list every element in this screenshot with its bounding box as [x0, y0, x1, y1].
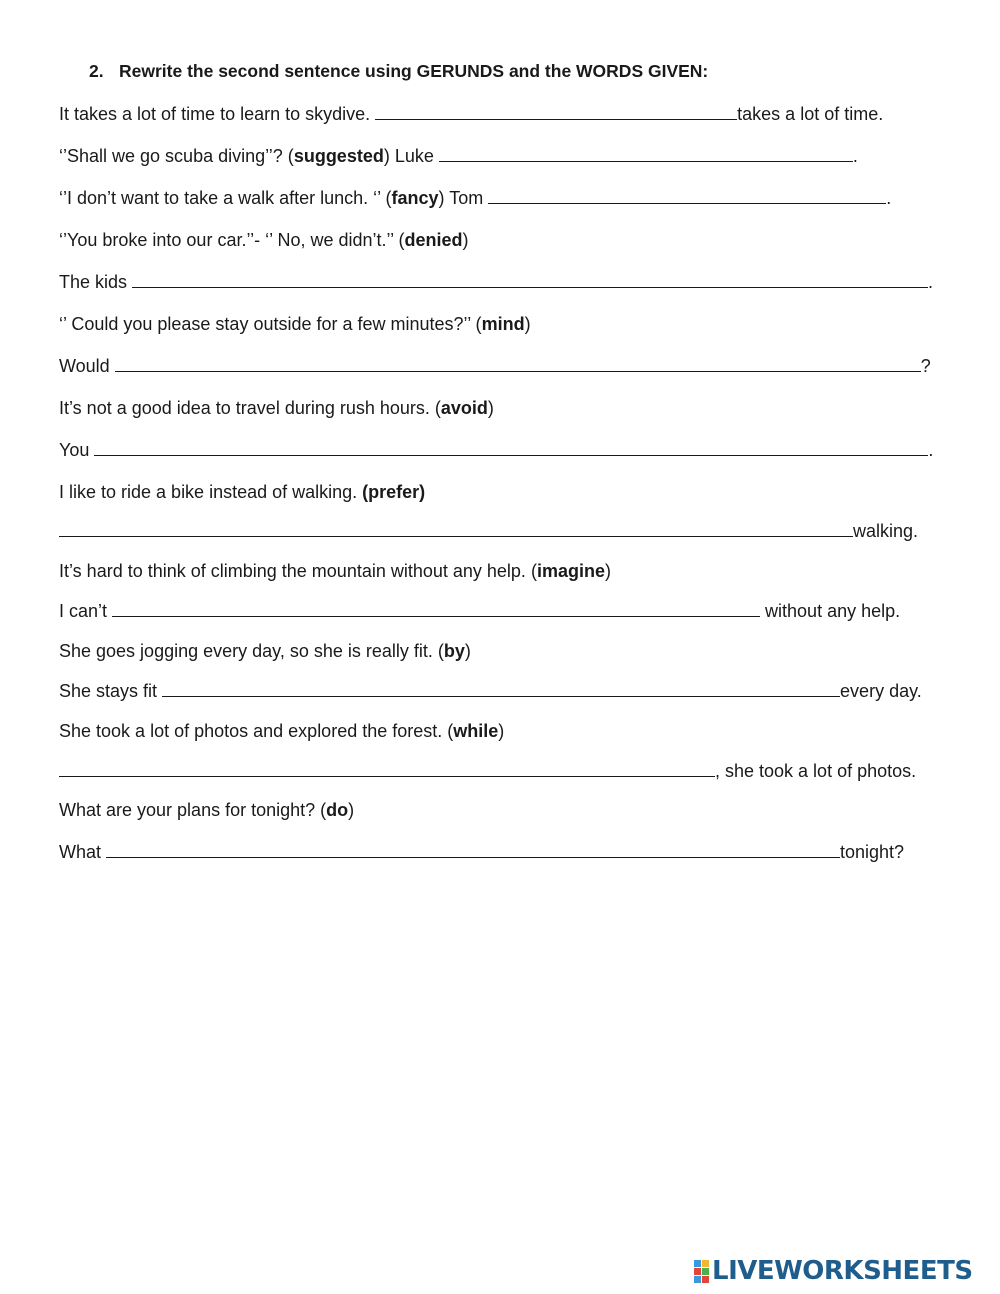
answer-blank-10[interactable]	[59, 760, 715, 777]
logo-square	[702, 1276, 709, 1283]
prompt-text: What are your plans for tonight? (	[59, 800, 327, 820]
prompt-text: I like to ride a bike instead of walking.	[59, 482, 363, 502]
keyword: mind	[481, 314, 525, 334]
prompt-text: ‘’Shall we go scuba diving’’? (	[59, 146, 294, 166]
question-8-prompt	[59, 560, 611, 582]
liveworksheets-logo	[694, 1258, 973, 1284]
prompt-text: It takes a lot of time to learn to skydive.	[59, 104, 376, 124]
question-8-answer-line	[59, 600, 900, 622]
keyword: suggested	[293, 146, 384, 166]
answer-lead: Would	[59, 356, 115, 376]
answer-blank-4[interactable]	[132, 271, 928, 288]
punctuation: ?	[920, 356, 931, 376]
question-9-prompt	[59, 640, 471, 662]
answer-lead: She stays fit	[59, 681, 163, 701]
question-4-answer-line	[59, 271, 933, 293]
keyword: do	[326, 800, 349, 820]
question-7-prompt	[59, 481, 425, 503]
answer-blank-9[interactable]	[162, 680, 840, 697]
prompt-text-end: )	[462, 230, 469, 250]
keyword: while	[453, 721, 499, 741]
prompt-text: ‘’I don’t want to take a walk after lunch. ‘’ (	[59, 188, 392, 208]
answer-blank-1[interactable]	[375, 103, 737, 120]
answer-tail: tonight?	[840, 842, 905, 862]
prompt-text: ‘’ Could you please stay outside for a few minutes?’’ (	[59, 314, 482, 334]
logo-square	[694, 1268, 701, 1275]
keyword: (prefer)	[362, 482, 426, 502]
prompt-text: She took a lot of photos and explored the forest. (	[59, 721, 454, 741]
exercise-number: 2.	[89, 61, 104, 81]
prompt-text: It’s hard to think of climbing the mountain without any help. (	[59, 561, 537, 581]
exercise-heading	[89, 61, 708, 82]
punctuation: .	[928, 272, 934, 292]
question-11-answer-line	[59, 841, 904, 863]
answer-tail: walking.	[853, 521, 919, 541]
prompt-text: She goes jogging every day, so she is really fit. (	[59, 641, 444, 661]
question-9-answer-line	[59, 680, 922, 702]
answer-lead: I can’t	[59, 601, 113, 621]
answer-blank-5[interactable]	[115, 355, 921, 372]
logo-square	[702, 1268, 709, 1275]
keyword: fancy	[391, 188, 439, 208]
logo-squares-icon	[694, 1260, 709, 1283]
prompt-text-mid: ) Luke	[383, 146, 439, 166]
question-4-prompt	[59, 229, 469, 251]
question-10-prompt	[59, 720, 504, 742]
question-3-prompt	[59, 187, 891, 209]
answer-blank-11[interactable]	[106, 841, 840, 858]
punctuation: .	[852, 146, 858, 166]
keyword: imagine	[536, 561, 605, 581]
answer-lead: What	[59, 842, 107, 862]
prompt-text-mid: ) Tom	[438, 188, 489, 208]
logo-text: LIVEWORKSHEETS	[712, 1256, 973, 1286]
answer-tail: , she took a lot of photos.	[715, 761, 917, 781]
keyword: by	[443, 641, 465, 661]
prompt-text: ‘’You broke into our car.’’- ‘’ No, we didn’t.’’ (	[59, 230, 405, 250]
question-6-answer-line	[59, 439, 933, 461]
question-2-prompt	[59, 145, 858, 167]
prompt-text-end: )	[498, 721, 505, 741]
logo-square	[694, 1260, 701, 1267]
question-11-prompt	[59, 799, 354, 821]
answer-blank-7[interactable]	[59, 520, 853, 537]
answer-tail: without any help.	[760, 601, 901, 621]
answer-blank-2[interactable]	[439, 145, 853, 162]
prompt-text-end: )	[464, 641, 471, 661]
prompt-text-end: )	[604, 561, 611, 581]
question-5-prompt	[59, 313, 531, 335]
keyword: avoid	[440, 398, 488, 418]
question-5-answer-line	[59, 355, 931, 377]
keyword: denied	[404, 230, 463, 250]
answer-tail: every day.	[840, 681, 922, 701]
prompt-text-end: takes a lot of time.	[737, 104, 884, 124]
prompt-text-end: )	[348, 800, 355, 820]
answer-blank-3[interactable]	[488, 187, 886, 204]
prompt-text: It’s not a good idea to travel during rush hours. (	[59, 398, 441, 418]
answer-lead: The kids	[59, 272, 133, 292]
punctuation: .	[886, 188, 892, 208]
prompt-text-end: )	[524, 314, 531, 334]
logo-square	[702, 1260, 709, 1267]
answer-blank-8[interactable]	[112, 600, 760, 617]
question-1-prompt	[59, 103, 883, 125]
question-6-prompt	[59, 397, 494, 419]
answer-blank-6[interactable]	[94, 439, 928, 456]
exercise-instruction: Rewrite the second sentence using GERUNDS and the WORDS GIVEN:	[119, 61, 709, 81]
question-10-answer-line	[59, 760, 916, 782]
punctuation: .	[928, 440, 934, 460]
prompt-text-end: )	[487, 398, 494, 418]
question-7-answer-line	[59, 520, 918, 542]
answer-lead: You	[59, 440, 95, 460]
logo-square	[694, 1276, 701, 1283]
